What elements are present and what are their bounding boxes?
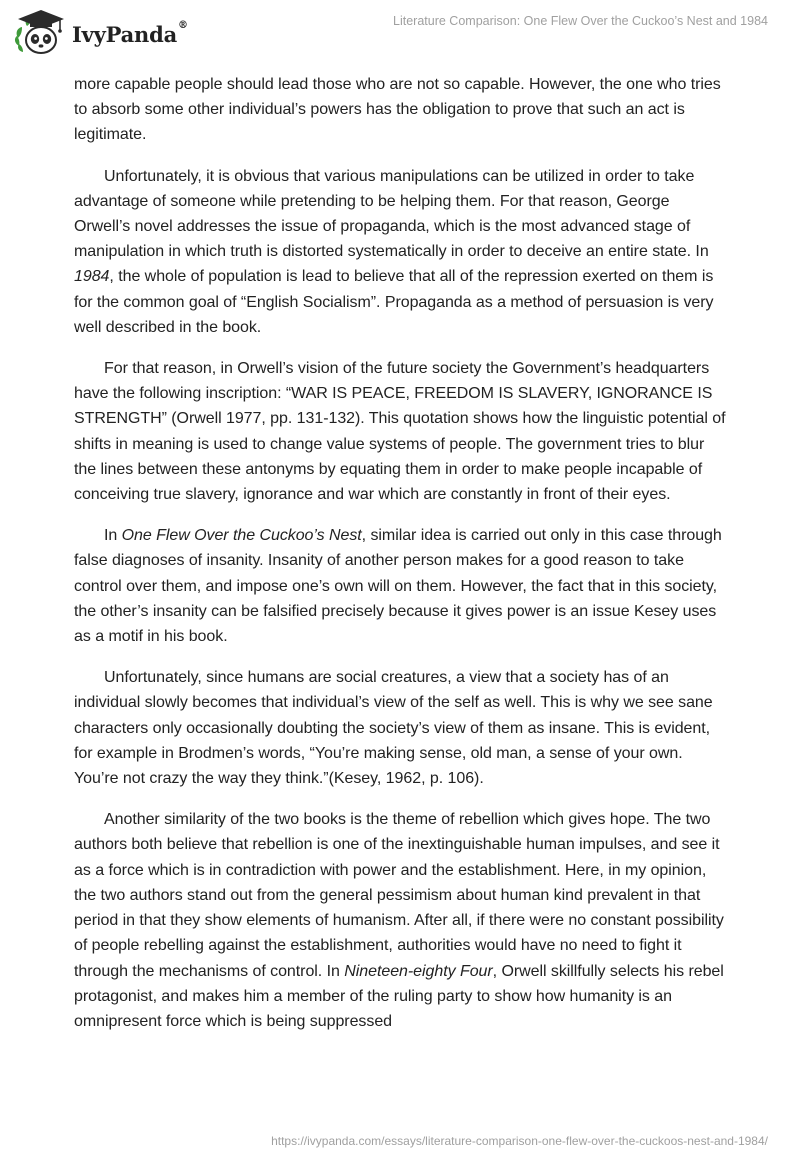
source-url[interactable]: https://ivypanda.com/essays/literature-comparison-one-flew-over-the-cuckoos-nest-and-1984/ bbox=[271, 1134, 768, 1148]
paragraph: more capable people should lead those who are not so capable. However, the one who tries to absorb some other individual’s powers has the obligation to prove that such an act is legitimate. bbox=[74, 76, 721, 144]
paragraph: For that reason, in Orwell’s vision of the future society the Government’s headquarters have the following inscription: “WAR IS PEACE, FREEDOM IS SLAVERY, IGNORANCE IS STRENGTH” (Orwell 1977, pp. 131-132). This quotation shows how the linguistic potential of shifts in meaning is used to change value systems of people. The government tries to blur the lines between these antonyms by equating them in order to make people incapable of conceiving true slavery, ignorance and war which are constantly in front of their eyes. bbox=[74, 360, 726, 504]
paragraph: Another similarity of the two books is the theme of rebellion which gives hope. The two authors both believe that rebellion is one of the inextinguishable human impulses, and see it as a force which is in contradiction with power and the establishment. Here, in my opinion, the two authors stand out from the general pessimism about human kind prevalent in that period in that they show elements of humanism. After all, if there were no constant possibility of people rebelling against the establishment, authorities would have no need to fight it through the mechanisms of control. In Nineteen-eighty Four, Orwell skillfully selects his rebel protagonist, and makes him a member of the ruling party to show how humanity is an omnipresent force which is being suppressed bbox=[74, 811, 724, 1030]
paragraph: In One Flew Over the Cuckoo’s Nest, similar idea is carried out only in this case through false diagnoses of insanity. Insanity of another person makes for a good reason to take control over them, and impose one’s own will on them. However, the fact that in this society, the other’s insanity can be falsified precisely because it gives power is an issue Kesey uses as a motif in his book. bbox=[74, 527, 722, 646]
ivypanda-logo[interactable] bbox=[14, 8, 188, 58]
document-title: Literature Comparison: One Flew Over the Cuckoo’s Nest and 1984 bbox=[393, 14, 768, 28]
essay-body bbox=[74, 72, 726, 1050]
panda-graduate-icon bbox=[14, 8, 68, 58]
page-header bbox=[0, 0, 800, 64]
paragraph: Unfortunately, since humans are social creatures, a view that a society has of an individual slowly becomes that individual’s view of the self as well. This is why we see sane characters only occasionally doubting the society’s view of them as insane. This is evident, for example in Brodmen’s words, “You’re making sense, old man, a sense of your own. You’re not crazy the way they think.”(Kesey, 1962, p. 106). bbox=[74, 669, 713, 788]
paragraph: Unfortunately, it is obvious that various manipulations can be utilized in order to take advantage of someone while pretending to be helping them. For that reason, George Orwell’s novel addresses the issue of propaganda, which is the most advanced stage of manipulation in which truth is distorted systematically in order to deceive an entire state. In 1984, the whole of population is lead to believe that all of the repression exerted on them is for the common goal of “English Socialism”. Propaganda as a method of persuasion is very well described in the book. bbox=[74, 167, 714, 336]
logo-text: IvyPanda® bbox=[72, 19, 188, 47]
